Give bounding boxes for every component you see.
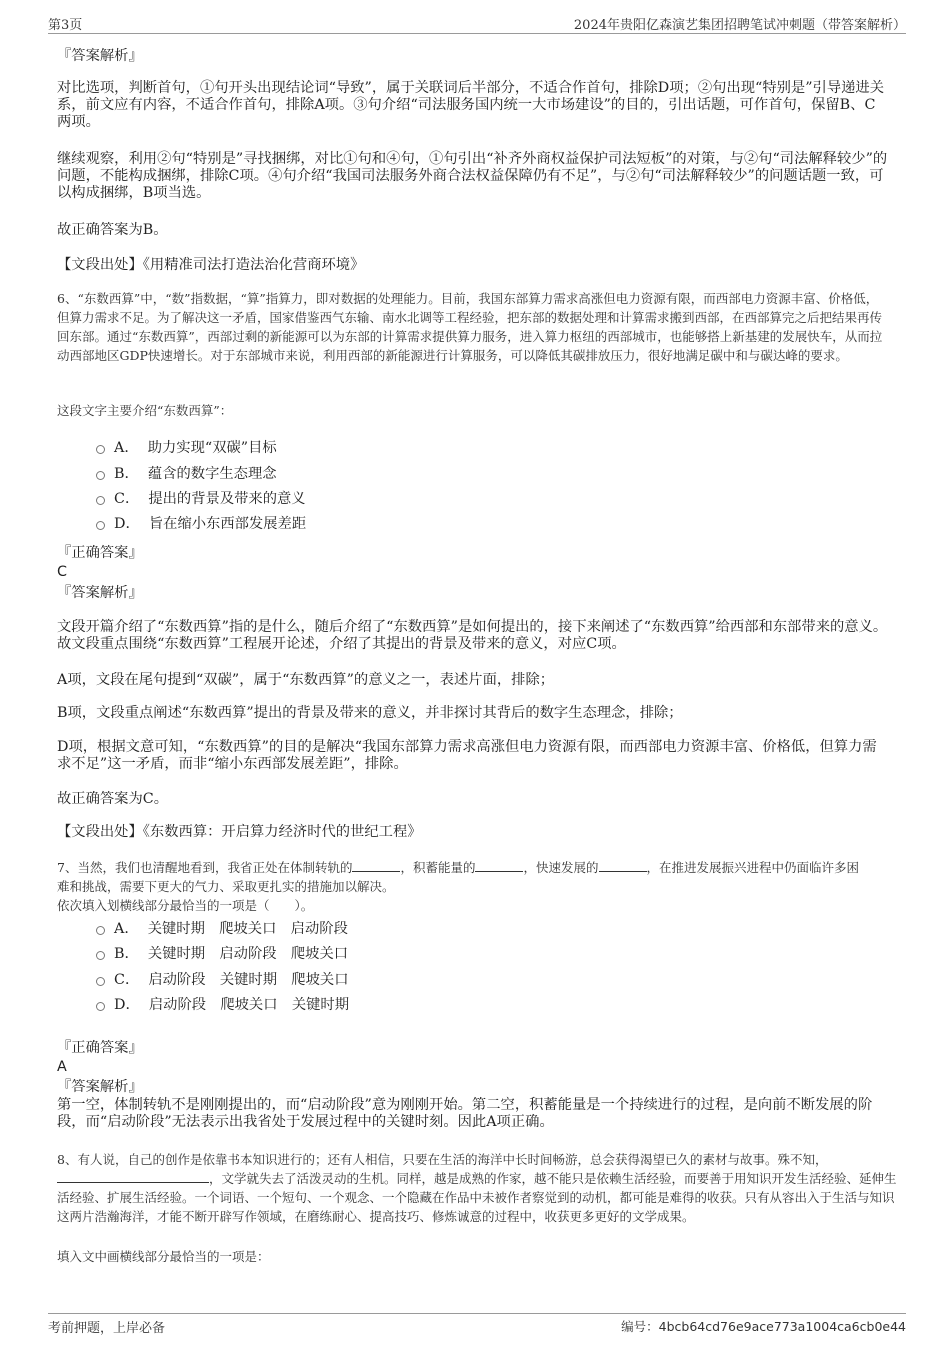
option-text: 关键时期 爬坡关口 启动阶段: [147, 921, 348, 937]
q5-analysis-para1: 对比选项，判断首句，①句开头出现结论词“导致”，属于关联词后半部分，不适合作首句，排除D项；②句出现“特别是”引导递进关系，前文应有内容，不适合作首句，排除A项。③句介绍“司法服务国内统一大市场建设”的目的，引出话题，可作首句，保留B、C两项。: [57, 80, 885, 130]
page-header: [48, 11, 906, 34]
radio-icon[interactable]: [96, 977, 105, 986]
q7-answer: A: [57, 1059, 67, 1075]
q5-analysis-para2: 继续观察，利用②句“特别是”寻找捆绑，对比①句和④句，①句引出“补齐外商权益保护司法短板”的对策，与②句“司法解释较少”的问题，不能构成捆绑，排除C项。④句介绍“我国司法服务外商合法权益保障仍有不足”，与②句“司法解释较少”的问题话题一致，可以构成捆绑，B项当选。: [57, 151, 888, 201]
q6-analysis-label: 『答案解析』: [57, 585, 143, 601]
q7-blank-3: [599, 859, 647, 872]
radio-icon[interactable]: [96, 521, 105, 530]
q7-stem-part-b: ，积蓄能量的: [400, 860, 476, 875]
q5-conclusion: 故正确答案为B。: [57, 222, 168, 238]
q8-stem: [57, 1150, 899, 1226]
q6-analysis-para1: 文段开篇介绍了“东数西算”指的是什么，随后介绍了“东数西算”是如何提出的，接下来阐述了“东数西算”给西部和东部带来的意义。故文段重点围绕“东数西算”工程展开论述，介绍了其提出的背景及带来的意义，对应C项。: [57, 619, 888, 652]
q6-analysis-para2: A项，文段在尾句提到“双碳”，属于“东数西算”的意义之一，表述片面，排除；: [57, 672, 555, 688]
option-text: 启动阶段 爬坡关口 关键时期: [148, 997, 350, 1013]
option-letter: B．: [114, 466, 139, 482]
option-text: 旨在缩小东西部发展差距: [148, 516, 307, 532]
q7-analysis: 第一空，体制转轨不是刚刚提出的，而“启动阶段”意为刚刚开始。第二空，积蓄能量是一个持续进行的过程，是向前不断发展的阶段，而“启动阶段”无法表示出我省处于发展过程中的关键时刻。因此A项正确。: [57, 1097, 873, 1130]
option-text: 关键时期 启动阶段 爬坡关口: [147, 946, 349, 962]
q8-stem-rest: ，文学就失去了活泼灵动的生机。同样，越是成熟的作家，越不能只是依赖生活经验，而要善于用知识开发生活经验、延伸生活经验、扩展生活经验。一个词语、一个短句、一个观念、一个隐藏在作品中未被作者察觉到的动机，都可能是难得的收获。只有从容出入于生活与知识这两片浩瀚海洋，才能不断开辟写作领域，在磨练耐心、提高技巧、修炼诚意的过程中，收获更多更好的文学成果。: [57, 1171, 897, 1224]
footer-slogan: 考前押题，上岸必备: [48, 1321, 166, 1336]
option-text: 助力实现“双碳”目标: [147, 440, 277, 456]
page-footer: [48, 1313, 906, 1336]
radio-icon[interactable]: [96, 1002, 105, 1011]
option-text: 提出的背景及带来的意义: [148, 491, 306, 507]
q8-blank: [57, 1170, 209, 1183]
q7-stem-line2: 难和挑战，需要下更大的气力、采取更扎实的措施加以解决。: [57, 879, 395, 894]
q7-stem-part-a: 7、当然，我们也清醒地看到，我省正处在体制转轨的: [57, 860, 353, 875]
option-letter: D．: [114, 997, 140, 1013]
option-text: 蕴含的数字生态理念: [147, 466, 277, 482]
q6-analysis-para4: D项，根据文意可知，“东数西算”的目的是解决“我国东部算力需求高涨但电力资源有限，而西部电力资源丰富、价格低，但算力需求不足”这一矛盾，而非“缩小东西部发展差距”，排除。: [57, 739, 877, 772]
option-letter: C．: [114, 972, 140, 988]
q6-answer-label: 『正确答案』: [57, 545, 143, 561]
option-letter: A．: [114, 921, 139, 937]
q8-stem-line1: 8、有人说，自己的创作是依靠书本知识进行的；还有人相信，只要在生活的海洋中长时间畅游，总会获得渴望已久的素材与故事。殊不知，: [57, 1152, 828, 1167]
option-letter: B．: [114, 946, 139, 962]
q7-stem: [57, 858, 917, 877]
q7-stem-part-d: ，在推进发展振兴进程中仍面临许多困: [646, 860, 860, 875]
q6-source: 【文段出处】《东数西算：开启算力经济时代的世纪工程》: [57, 824, 422, 840]
radio-icon[interactable]: [96, 496, 105, 505]
q5-analysis-label: 『答案解析』: [57, 48, 143, 64]
document-id: 编号：4bcb64cd76e9ace773a1004ca6cb0e44: [621, 1319, 906, 1334]
q6-question: 这段文字主要介绍“东数西算”：: [57, 403, 233, 418]
q6-conclusion: 故正确答案为C。: [57, 791, 169, 807]
radio-icon[interactable]: [96, 471, 105, 480]
page-number: 第3页: [48, 18, 83, 33]
q8-question: 填入文中画横线部分最恰当的一项是：: [57, 1249, 270, 1264]
option-text: 启动阶段 关键时期 爬坡关口: [148, 972, 349, 988]
q7-blank-1: [352, 859, 400, 872]
q6-stem: 6、“东数西算”中，“数”指数据，“算”指算力，即对数据的处理能力。目前，我国东部算力需求高涨但电力资源有限，而西部电力资源丰富、价格低，但算力需求不足。为了解决这一矛盾，国家借鉴西气东输、南水北调等工程经验，把东部的数据处理和计算需求搬到西部，在西部算完之后把结果再传回东部。通过“东数西算”，西部过剩的新能源可以为东部的计算需求提供算力服务，进入算力枢纽的西部城市，也能够搭上新基建的发展快车，从而拉动西部地区GDP快速增长。对于东部城市来说，利用西部的新能源进行计算服务，可以降低其碳排放压力，很好地满足碳中和与碳达峰的要求。: [57, 291, 883, 363]
q7-blank-2: [475, 859, 523, 872]
document-title: 2024年贵阳亿森演艺集团招聘笔试冲刺题（带答案解析）: [573, 18, 906, 33]
radio-icon[interactable]: [96, 926, 105, 935]
q7-stem-part-c: ，快速发展的: [523, 860, 599, 875]
q7-question: 依次填入划横线部分最恰当的一项是（ ）。: [57, 898, 314, 913]
q6-analysis-para3: B项，文段重点阐述“东数西算”提出的背景及带来的意义，并非探讨其背后的数字生态理念，排除；: [57, 705, 683, 721]
option-letter: C．: [114, 491, 140, 507]
option-letter: D．: [114, 516, 140, 532]
q6-answer: C: [57, 564, 67, 580]
radio-icon[interactable]: [96, 445, 105, 454]
q5-source: 【文段出处】《用精准司法打造法治化营商环境》: [57, 257, 365, 273]
q7-answer-label: 『正确答案』: [57, 1040, 143, 1056]
radio-icon[interactable]: [96, 951, 105, 960]
q7-analysis-label: 『答案解析』: [57, 1079, 143, 1095]
option-letter: A．: [114, 440, 139, 456]
